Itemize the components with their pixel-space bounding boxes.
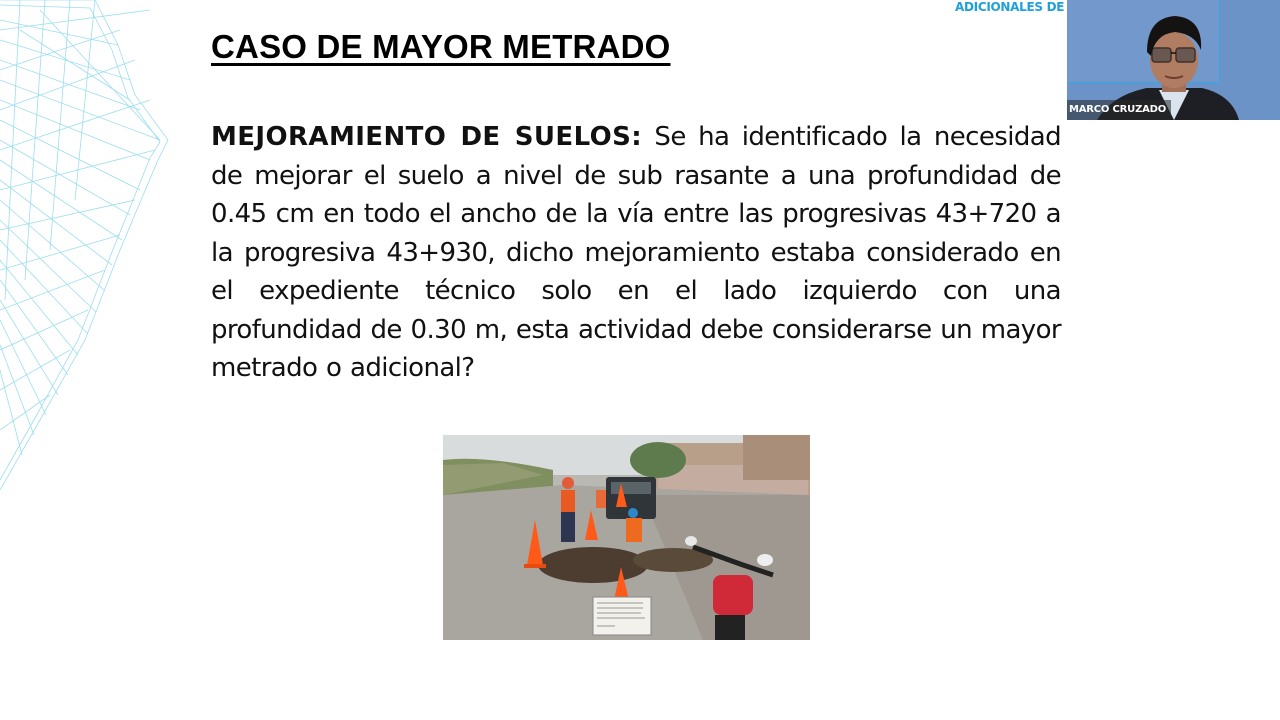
slide-title: CASO DE MAYOR METRADO [211, 28, 671, 65]
body-lead-heading: MEJORAMIENTO DE SUELOS: [211, 122, 643, 152]
participant-video-tile[interactable] [1067, 0, 1280, 120]
wireframe-decoration [0, 0, 200, 520]
slide-body-text [211, 118, 1061, 388]
site-photo [443, 435, 810, 640]
participant-name-label: MARCO CRUZADO [1067, 100, 1171, 120]
excavation-photo-illustration [443, 435, 810, 640]
body-paragraph: Se ha identificado la necesidad de mejorar el suelo a nivel de sub rasante a una profundidad de 0.45 cm en todo el ancho de la vía entre las progresivas 43+720 a la progresiva 43+930, dicho mejoramiento estaba considerado en el expediente técnico solo en el lado izquierdo con una profundidad de 0.30 m, esta actividad debe considerarse un mayor metrado o adicional? [211, 122, 1061, 383]
header-section-label: ADICIONALES DE [955, 0, 1065, 14]
